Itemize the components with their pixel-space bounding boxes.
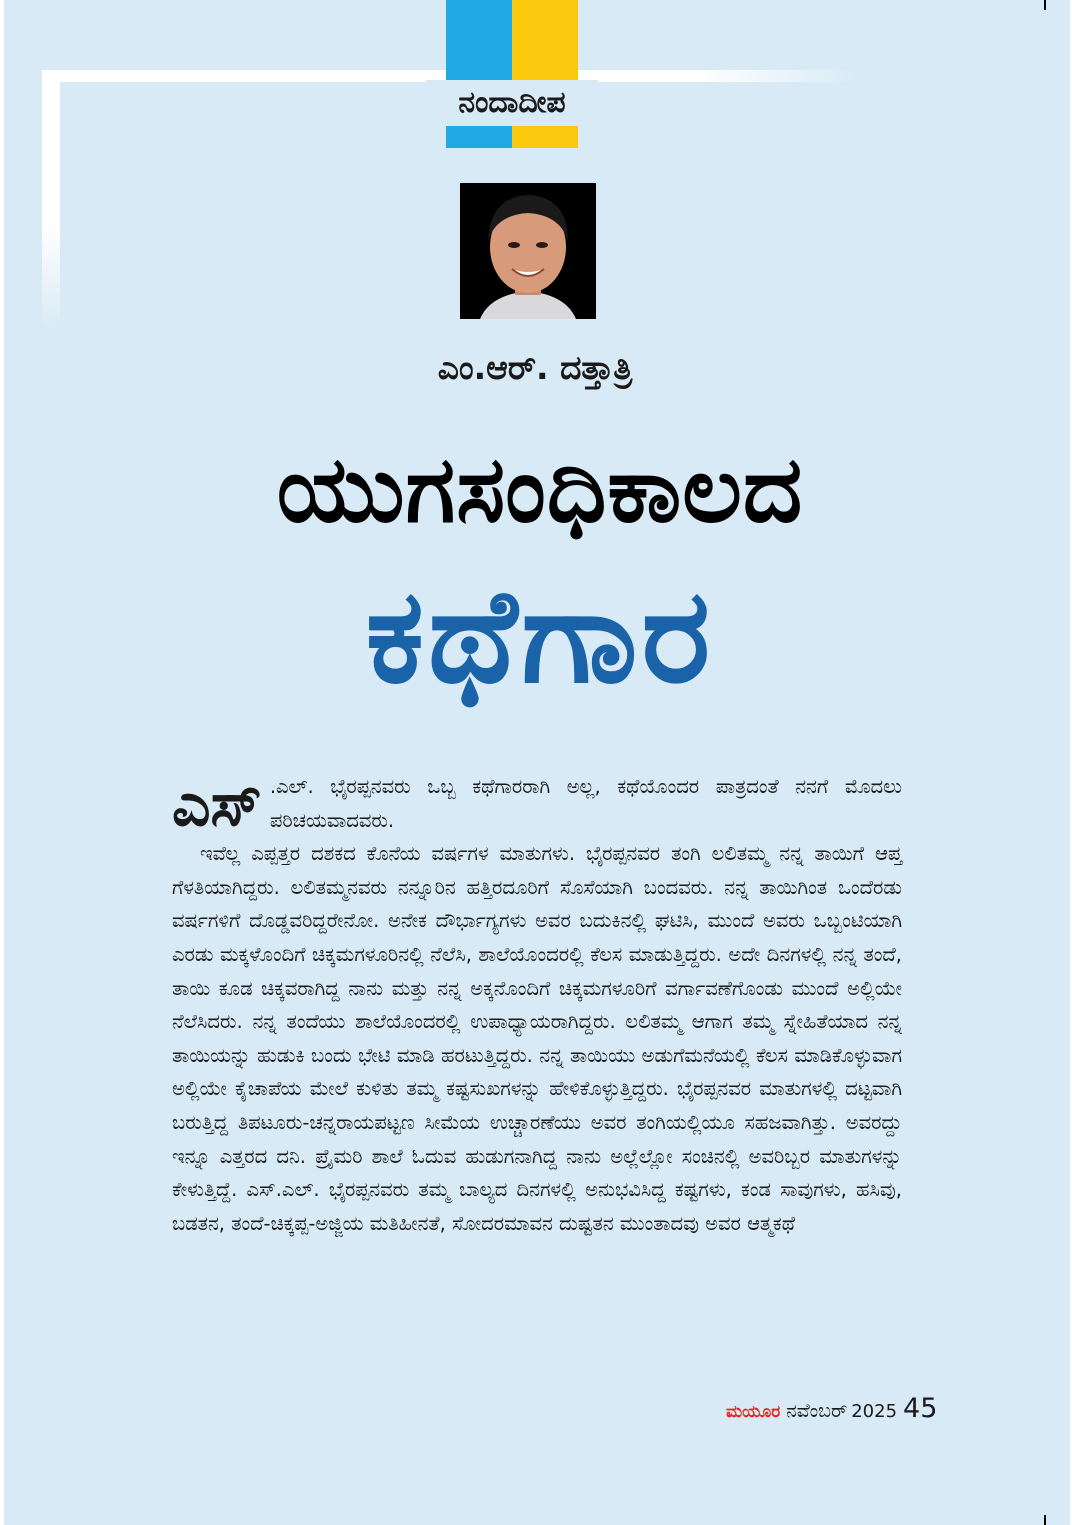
section-logo <box>446 0 578 150</box>
section-logo-text: ನಂದಾದೀಪ <box>426 80 598 126</box>
page-footer <box>726 1393 966 1427</box>
drop-cap: ಎಸ್ <box>172 770 262 840</box>
page-number: 45 <box>903 1393 938 1424</box>
lead-text: .ಎಲ್. ಭೈರಪ್ಪನವರು ಒಬ್ಬ ಕಥೆಗಾರರಾಗಿ ಅಲ್ಲ, ಕಥೆಯೊಂದರ ಪಾತ್ರದಂತೆ ನನಗೆ ಮೊದಲು ಪರಿಚಯವಾದವರು. <box>269 775 902 832</box>
article-body <box>172 770 902 1240</box>
author-name: ಎಂ.ಆರ್. ದತ್ತಾತ್ರಿ <box>437 348 633 387</box>
logo-blue-bar-bottom <box>446 126 512 148</box>
logo-yellow-bar <box>512 0 578 80</box>
article-title-line1: ಯುಗಸಂಧಿಕಾಲದ <box>276 436 804 543</box>
crop-mark <box>1044 1515 1046 1525</box>
article-title-line2: ಕಥೆಗಾರ <box>365 560 715 712</box>
crop-mark <box>1044 0 1046 10</box>
body-paragraph: ಇವೆಲ್ಲ ಎಪ್ಪತ್ತರ ದಶಕದ ಕೊನೆಯ ವರ್ಷಗಳ ಮಾತುಗಳು. ಭೈರಪ್ಪನವರ ತಂಗಿ ಲಲಿತಮ್ಮ ನನ್ನ ತಾಯಿಗೆ ಆಪ್ತ ಗೆಳತಿಯಾಗಿದ್ದರು. ಲಲಿತಮ್ಮನವರು ನನ್ನೂರಿನ ಹತ್ತಿರದೂರಿಗೆ ಸೊಸೆಯಾಗಿ ಬಂದವರು. ನನ್ನ ತಾಯಿಗಿಂತ ಒಂದೆರಡು ವರ್ಷಗಳಿಗೆ ದೊಡ್ಡವರಿದ್ದರೇನೋ. ಅನೇಕ ದೌರ್ಭಾಗ್ಯಗಳು ಅವರ ಬದುಕಿನಲ್ಲಿ ಘಟಿಸಿ, ಮುಂದೆ ಅವರು ಒಬ್ಬಂಟಿಯಾಗಿ ಎರಡು ಮಕ್ಕಳೊಂದಿಗೆ ಚಿಕ್ಕಮಗಳೂರಿನಲ್ಲಿ ನೆಲೆಸಿ, ಶಾಲೆಯೊಂದರಲ್ಲಿ ಕೆಲಸ ಮಾಡುತ್ತಿದ್ದರು. ಅದೇ ದಿನಗಳಲ್ಲಿ ನನ್ನ ತಂದೆ, ತಾಯಿ ಕೂಡ ಚಿಕ್ಕವರಾಗಿದ್ದ ನಾನು ಮತ್ತು ನನ್ನ ಅಕ್ಕನೊಂದಿಗೆ ಚಿಕ್ಕಮಗಳೂರಿಗೆ ವರ್ಗಾವಣೆಗೊಂಡು ಮುಂದೆ ಅಲ್ಲಿಯೇ ನೆಲೆಸಿದರು. ನನ್ನ ತಂದೆಯು ಶಾಲೆಯೊಂದರಲ್ಲಿ ಉಪಾಧ್ಯಾಯರಾಗಿದ್ದರು. ಲಲಿತಮ್ಮ ಆಗಾಗ ತಮ್ಮ ಸ್ನೇಹಿತೆಯಾದ ನನ್ನ ತಾಯಿಯನ್ನು ಹುಡುಕಿ ಬಂದು ಭೇಟಿ ಮಾಡಿ ಹರಟುತ್ತಿದ್ದರು. ನನ್ನ ತಾಯಿಯು ಅಡುಗೆಮನೆಯಲ್ಲಿ ಕೆಲಸ ಮಾಡಿಕೊಳ್ಳುವಾಗ ಅಲ್ಲಿಯೇ ಕೈಚಾಪೆಯ ಮೇಲೆ ಕುಳಿತು ತಮ್ಮ ಕಷ್ಟಸುಖಗಳನ್ನು ಹೇಳಿಕೊಳ್ಳುತ್ತಿದ್ದರು. ಭೈರಪ್ಪನವರ ಮಾತುಗಳಲ್ಲಿ ದಟ್ಟವಾಗಿ ಬರುತ್ತಿದ್ದ ತಿಪಟೂರು-ಚನ್ನರಾಯಪಟ್ಟಣ ಸೀಮೆಯ ಉಚ್ಚಾರಣೆಯು ಅವರ ತಂಗಿಯಲ್ಲಿಯೂ ಸಹಜವಾಗಿತ್ತು. ಅವರದ್ದು ಇನ್ನೂ ಎತ್ತರದ ದನಿ. ಪ್ರೈಮರಿ ಶಾಲೆ ಓದುವ ಹುಡುಗನಾಗಿದ್ದ ನಾನು ಅಲ್ಲೆಲ್ಲೋ ಸಂಚಿನಲ್ಲಿ ಅವರಿಬ್ಬರ ಮಾತುಗಳನ್ನು ಕೇಳುತ್ತಿದ್ದೆ. ಎಸ್.ಎಲ್. ಭೈರಪ್ಪನವರು ತಮ್ಮ ಬಾಲ್ಯದ ದಿನಗಳಲ್ಲಿ ಅನುಭವಿಸಿದ್ದ ಕಷ್ಟಗಳು, ಕಂಡ ಸಾವುಗಳು, ಹಸಿವು, ಬಡತನ, ತಂದೆ-ಚಿಕ್ಕಪ್ಪ-ಅಜ್ಜಿಯ ಮತಿಹೀನತೆ, ಸೋದರಮಾವನ ದುಷ್ಟತನ ಮುಂತಾದವು ಅವರ ಆತ್ಮಕಥೆ <box>172 842 902 1235</box>
author-portrait <box>460 183 596 319</box>
magazine-name: ಮಯೂರ <box>726 1402 781 1422</box>
logo-yellow-bar-bottom <box>512 126 578 148</box>
lead-paragraph <box>172 770 902 840</box>
logo-blue-bar <box>446 0 512 80</box>
frame-line-left <box>42 70 60 330</box>
issue-month: ನವೆಂಬರ್ <box>786 1400 848 1422</box>
issue-year: 2025 <box>851 1401 898 1422</box>
portrait-image <box>460 183 596 319</box>
